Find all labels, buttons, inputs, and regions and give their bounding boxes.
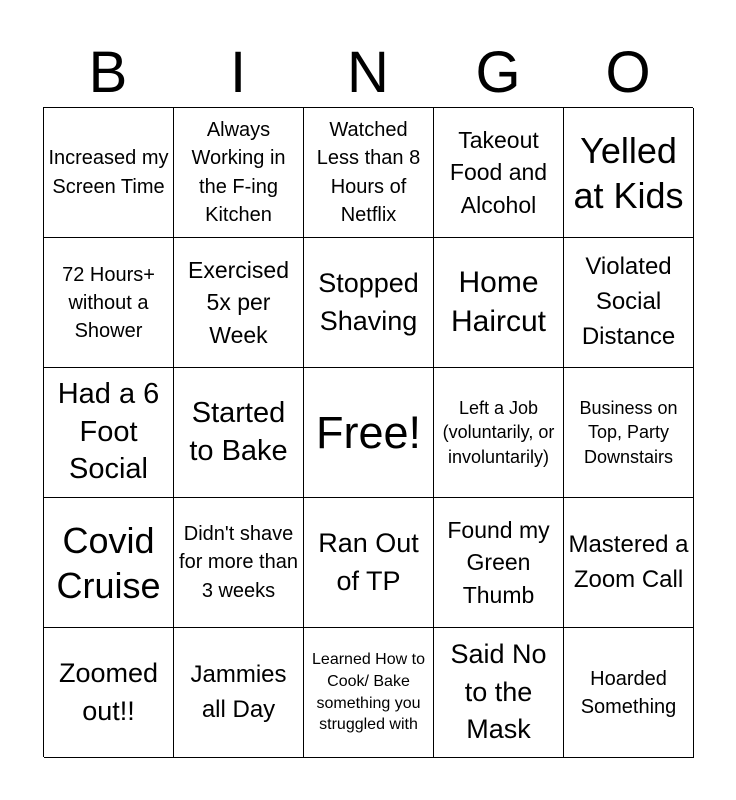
- bingo-cell[interactable]: [174, 628, 304, 758]
- cell-text: Covid Cruise: [56, 519, 161, 606]
- bingo-cell[interactable]: [304, 498, 434, 628]
- bingo-cell[interactable]: [304, 628, 434, 758]
- cell-text: Violated Social Distance: [581, 253, 676, 350]
- cell-text: Left a Job (voluntarily, or involuntarily): [442, 398, 555, 467]
- bingo-cell[interactable]: [174, 368, 304, 498]
- bingo-header: [43, 40, 693, 106]
- bingo-cell[interactable]: [564, 498, 694, 628]
- bingo-cell[interactable]: [44, 498, 174, 628]
- cell-text: Had a 6 Foot Social: [57, 377, 160, 486]
- header-letter-g: G: [475, 40, 521, 105]
- cell-text: Found my Green Thumb: [447, 517, 550, 608]
- header-letter-b: B: [88, 40, 128, 105]
- cell-text: Hoarded Something: [580, 667, 677, 718]
- cell-text: Stopped Shaving: [318, 267, 419, 336]
- bingo-cell[interactable]: [44, 368, 174, 498]
- cell-text: Takeout Food and Alcohol: [449, 127, 548, 218]
- cell-text: Said No to the Mask: [450, 638, 547, 745]
- bingo-cell[interactable]: [434, 368, 564, 498]
- cell-text: Didn't shave for more than 3 weeks: [179, 522, 298, 602]
- bingo-cell[interactable]: [44, 238, 174, 368]
- cell-text: Exercised 5x per Week: [188, 257, 289, 348]
- cell-text: Zoomed out!!: [58, 657, 159, 726]
- cell-text: Jammies all Day: [190, 660, 287, 723]
- bingo-cell[interactable]: [564, 108, 694, 238]
- cell-text: Watched Less than 8 Hours of Netflix: [316, 118, 421, 226]
- bingo-cell[interactable]: [304, 238, 434, 368]
- cell-text: Increased my Screen Time: [48, 147, 169, 198]
- header-letter-o: O: [605, 40, 651, 105]
- bingo-cell[interactable]: [434, 238, 564, 368]
- bingo-cell[interactable]: [44, 108, 174, 238]
- bingo-cell[interactable]: [564, 238, 694, 368]
- cell-text: Business on Top, Party Downstairs: [579, 398, 678, 467]
- bingo-cell[interactable]: [304, 108, 434, 238]
- header-letter-i: I: [229, 40, 247, 105]
- cell-text: Home Haircut: [450, 266, 547, 338]
- cell-text: Started to Bake: [189, 396, 288, 467]
- bingo-cell[interactable]: [434, 108, 564, 238]
- bingo-cell[interactable]: [434, 628, 564, 758]
- header-letter-n: N: [347, 40, 389, 105]
- cell-text: Always Working in the F-ing Kitchen: [191, 118, 286, 226]
- bingo-card-grid: [43, 107, 693, 757]
- cell-text: Yelled at Kids: [573, 129, 684, 216]
- cell-text: Mastered a Zoom Call: [568, 530, 689, 593]
- bingo-cell[interactable]: [174, 238, 304, 368]
- bingo-cell[interactable]: [564, 368, 694, 498]
- bingo-cell[interactable]: [434, 498, 564, 628]
- free-space-cell[interactable]: [304, 368, 434, 498]
- cell-text: Learned How to Cook/ Bake something you struggled with: [312, 651, 425, 734]
- bingo-cell[interactable]: [564, 628, 694, 758]
- free-space-text: Free!: [315, 406, 422, 458]
- cell-text: 72 Hours+ without a Shower: [62, 263, 155, 342]
- bingo-cell[interactable]: [44, 628, 174, 758]
- bingo-cell[interactable]: [174, 498, 304, 628]
- cell-text: Ran Out of TP: [318, 527, 419, 596]
- bingo-cell[interactable]: [174, 108, 304, 238]
